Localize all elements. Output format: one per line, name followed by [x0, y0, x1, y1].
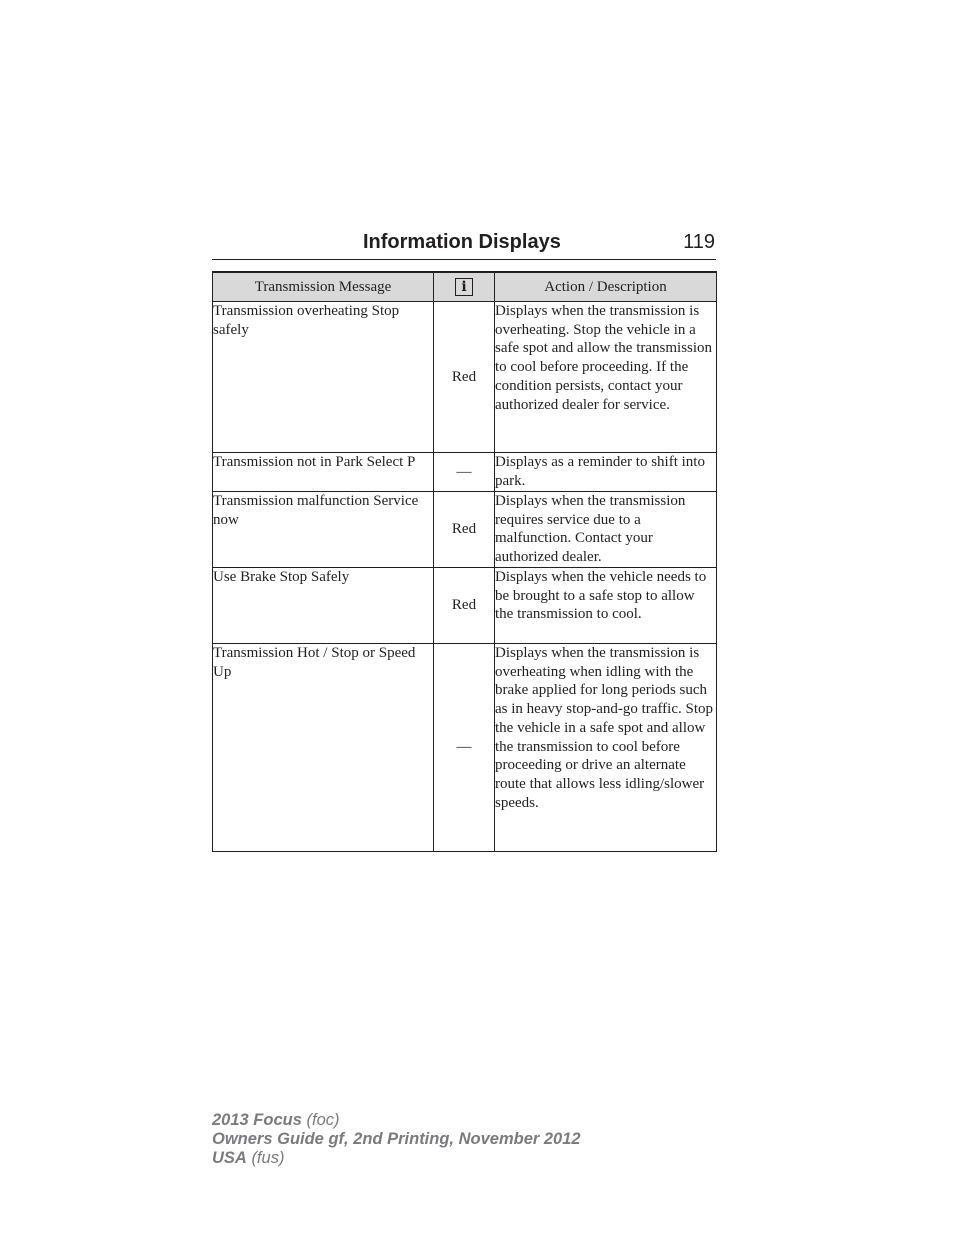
table-row: [213, 302, 717, 453]
table-row: [213, 453, 717, 492]
footer-market: USA: [212, 1149, 247, 1167]
footer-guide-line: [212, 1130, 581, 1149]
transmission-messages-table: [212, 271, 717, 852]
table-header-row: [213, 272, 717, 302]
indicator-cell: Red: [434, 568, 495, 644]
page-header: [212, 228, 716, 260]
page-number: 119: [683, 231, 715, 253]
column-header-action: Action / Description: [495, 272, 717, 302]
message-cell: Transmission malfunction Service now: [213, 492, 434, 568]
description-cell: Displays as a reminder to shift into park.: [495, 453, 717, 492]
message-cell: Transmission overheating Stop safely: [213, 302, 434, 453]
footer-model-code: (foc): [306, 1111, 340, 1129]
indicator-cell: Red: [434, 302, 495, 453]
footer-market-line: [212, 1149, 581, 1168]
message-cell: Transmission not in Park Select P: [213, 453, 434, 492]
indicator-cell: Red: [434, 492, 495, 568]
description-cell: Displays when the transmission is overheating when idling with the brake applied for long periods such as in heavy stop-and-go traffic. Stop the vehicle in a safe spot and allow the transmission to cool before proceeding or drive an alternate route that allows less idling/slower speeds.: [495, 644, 717, 852]
footer-guide: Owners Guide gf, 2nd Printing, November 2012: [212, 1130, 581, 1148]
message-cell: Transmission Hot / Stop or Speed Up: [213, 644, 434, 852]
description-cell: Displays when the vehicle needs to be brought to a safe stop to allow the transmission to cool.: [495, 568, 717, 644]
document-footer: [212, 1111, 581, 1168]
table-row: [213, 644, 717, 852]
column-header-indicator: [434, 272, 495, 302]
description-cell: Displays when the transmission is overheating. Stop the vehicle in a safe spot and allow the transmission to cool before proceeding. If the condition persists, contact your authorized dealer for service.: [495, 302, 717, 453]
section-title: Information Displays: [363, 231, 561, 253]
footer-model-line: [212, 1111, 581, 1130]
message-cell: Use Brake Stop Safely: [213, 568, 434, 644]
column-header-message: Transmission Message: [213, 272, 434, 302]
info-icon: i: [455, 278, 473, 296]
footer-model: 2013 Focus: [212, 1111, 302, 1129]
table-row: [213, 492, 717, 568]
footer-market-code: (fus): [251, 1149, 285, 1167]
indicator-cell: —: [434, 644, 495, 852]
indicator-cell: —: [434, 453, 495, 492]
table-row: [213, 568, 717, 644]
description-cell: Displays when the transmission requires service due to a malfunction. Contact your authorized dealer.: [495, 492, 717, 568]
